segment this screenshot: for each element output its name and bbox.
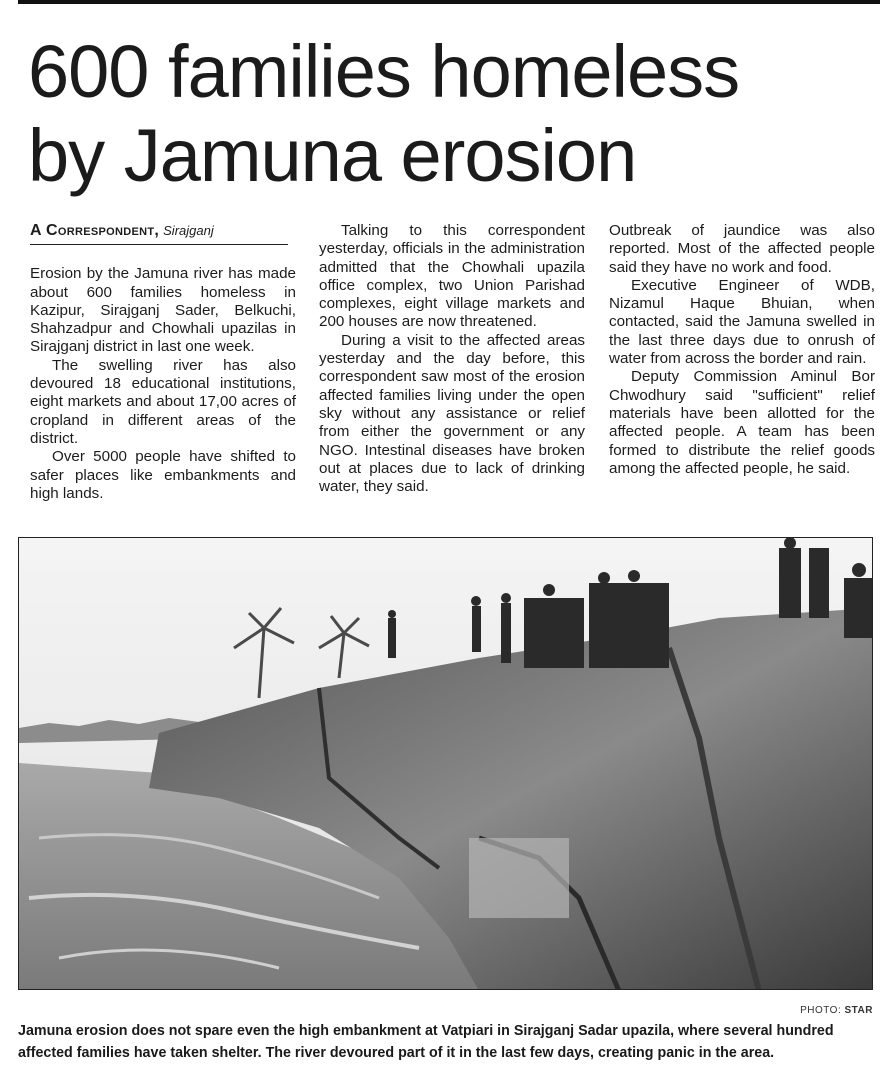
paragraph: Over 5000 people have shifted to safer places like embankments and high lands. (30, 448, 296, 502)
paragraph: Outbreak of jaundice was also reported. Most of the affected people said they have no work and food. (609, 222, 875, 276)
news-photo (18, 537, 873, 990)
erosion-photo-illustration (19, 538, 873, 990)
byline-author: A Correspondent, (30, 222, 160, 239)
paragraph: The swelling river has also devoured 18 educational institutions, eight markets and about 17,00 acres of cropland in different areas of the district. (30, 356, 296, 447)
byline (30, 222, 288, 245)
article-column-1 (30, 222, 296, 503)
byline-place: Sirajganj (163, 223, 214, 238)
paragraph: Deputy Commission Aminul Bor Chwodhury said "sufficient" relief materials have been allotted for the affected people. A team has been formed to distribute the relief goods among the affected people, he said. (609, 368, 875, 477)
paragraph: Erosion by the Jamuna river has made about 600 families homeless in Kazipur, Sirajganj Sader, Belkuchi, Shahzadpur and Chowhali upazilas in Sirajganj district in last one week. (30, 265, 296, 356)
photo-caption: Jamuna erosion does not spare even the high embankment at Vatpiari in Sirajganj Sadar upazila, where several hundred affected families have taken shelter. The river devoured part of it in the last few days, creating panic in the area. (18, 1022, 834, 1061)
headline (28, 30, 878, 198)
photo-credit-source: STAR (844, 1005, 873, 1016)
article-column-2 (319, 222, 585, 496)
photo-credit-label: PHOTO: (800, 1005, 842, 1016)
top-rule (18, 0, 880, 4)
headline-line-1: 600 families homeless (28, 30, 740, 113)
paragraph: During a visit to the affected areas yesterday and the day before, this correspondent saw most of the erosion affected families living under the open sky without any assistance or relief from either the government or any NGO. Intestinal diseases have broken out at places due to lack of drinking water, they said. (319, 331, 585, 496)
headline-line-2: by Jamuna erosion (28, 114, 637, 197)
paragraph: Executive Engineer of WDB, Nizamul Haque Bhuian, when contacted, said the Jamuna swelled in the last three days due to onrush of water from across the border and rain. (609, 276, 875, 368)
article-column-3 (609, 222, 875, 478)
photo-credit (800, 1005, 873, 1016)
paragraph: Talking to this correspondent yesterday, officials in the administration admitted that the Chowhali upazila office complex, two Union Parishad complexes, eight village markets and 200 houses are now threatened. (319, 222, 585, 331)
